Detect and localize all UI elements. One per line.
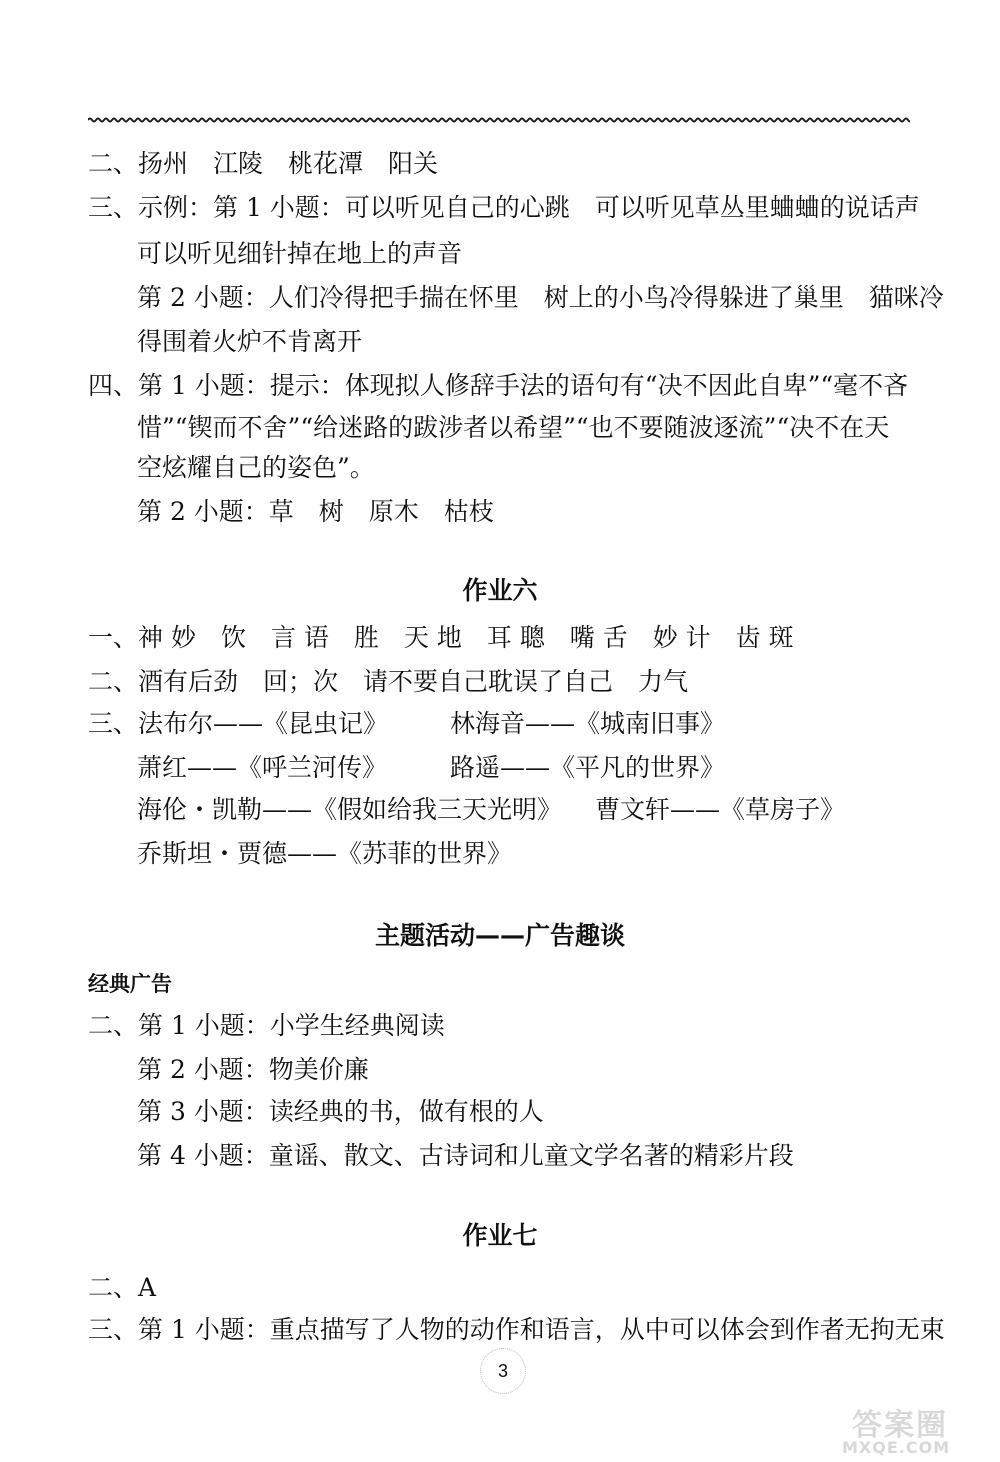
- answer-line: 二、第 1 小题：小学生经典阅读: [88, 1011, 445, 1040]
- answer-line: 二、扬州 江陵 桃花潭 阳关: [88, 149, 439, 178]
- answer-line: 海伦・凯勒——《假如给我三天光明》: [137, 795, 563, 824]
- answer-line: 三、第 1 小题：重点描写了人物的动作和语言，从中可以体会到作者无拘无束: [88, 1315, 945, 1344]
- watermark-text: 答案圈: [852, 1408, 948, 1443]
- answer-line: 得围着火炉不肯离开: [137, 327, 363, 356]
- answer-line: 乔斯坦・贾德——《苏菲的世界》: [137, 839, 513, 868]
- section-subtitle: 经典广告: [88, 972, 172, 996]
- answer-line: 二、酒有后劲 回；次 请不要自己耽误了自己 力气: [88, 667, 689, 696]
- answer-line: 可以听见细针掉在地上的声音: [137, 239, 463, 268]
- answer-line: 三、示例：第 1 小题：可以听见自己的心跳 可以听见草丛里蛐蛐的说话声: [88, 193, 920, 222]
- watermark-logo: [842, 1400, 992, 1456]
- answer-line: 一、神 妙 饮 言 语 胜 天 地 耳 聰 嘴 舌 妙 计 齿 斑: [88, 623, 794, 652]
- answer-line: 第 2 小题：物美价廉: [137, 1055, 369, 1084]
- answer-line: 惜”“锲而不舍”“给迷路的跋涉者以希望”“也不要随波逐流”“决不在天: [137, 413, 890, 442]
- section-title: 作业六: [462, 576, 538, 605]
- answer-line: 二、A: [88, 1273, 157, 1302]
- answer-line: 第 2 小题：草 树 原木 枯枝: [137, 497, 494, 526]
- header-wavy-rule: [88, 114, 910, 126]
- answer-line: 路遥——《平凡的世界》: [450, 753, 726, 782]
- section-title: 主题活动——广告趣谈: [374, 921, 625, 950]
- answer-line: 林海音——《城南旧事》: [450, 709, 726, 738]
- answer-line: 曹文轩——《草房子》: [595, 795, 846, 824]
- answer-line: 第 4 小题：童谣、散文、古诗词和儿童文学名著的精彩片段: [137, 1141, 794, 1170]
- answer-line: 空炫耀自己的姿色”。: [137, 453, 375, 482]
- answer-line: 第 2 小题：人们冷得把手揣在怀里 树上的小鸟冷得躲进了巢里 猫咪冷: [137, 283, 944, 312]
- answer-line: 萧红——《呼兰河传》: [137, 753, 388, 782]
- answer-line: 第 3 小题：读经典的书，做有根的人: [137, 1097, 544, 1126]
- answer-line: 三、法布尔——《昆虫记》: [88, 709, 389, 738]
- page-number: 3: [480, 1348, 526, 1394]
- section-title: 作业七: [462, 1221, 538, 1250]
- answer-line: 四、第 1 小题：提示：体现拟人修辞手法的语句有“决不因此自卑”“毫不吝: [88, 371, 909, 400]
- watermark-url: MXQE.COM: [842, 1438, 951, 1457]
